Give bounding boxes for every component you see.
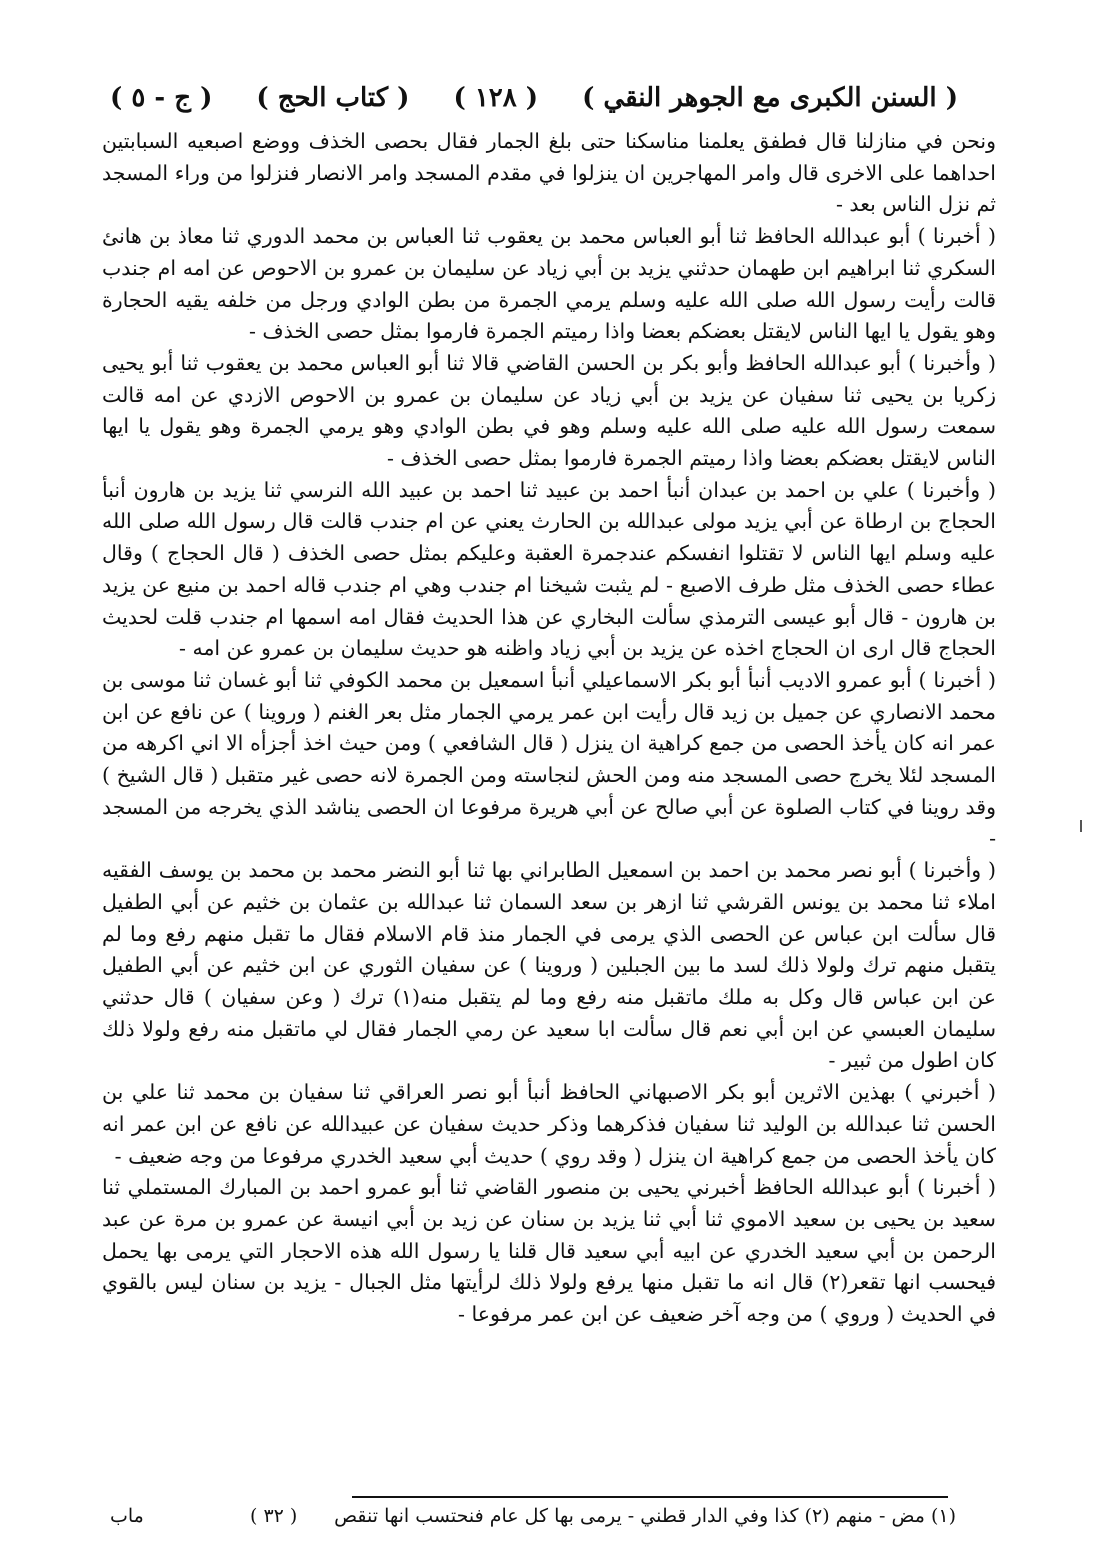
paragraph: ( أخبرنا ) أبو عبدالله الحافظ ثنا أبو العباس محمد بن يعقوب ثنا العباس بن محمد الدوري ثنا معاذ بن هانئ السكري ثنا ابراهيم ابن طهمان حدثني يزيد بن أبي زياد عن سليمان بن عمرو بن الاحوص عن امه ام جندب قالت رأيت رسول الله صلى الله عليه وسلم يرمي الجمرة من بطن الوادي ورجل من خلفه يقيه الحجارة وهو يقول يا ايها الناس لايقتل بعضكم بعضا واذا رميتم الجمرة فارموا بمثل حصى الخذف -: [102, 224, 996, 344]
footnote-divider: [352, 1496, 948, 1498]
paragraph: ( وأخبرنا ) أبو عبدالله الحافظ وأبو بكر بن الحسن القاضي قالا ثنا أبو العباس محمد بن يعقوب ثنا أبو يحيى زكريا بن يحيى ثنا سفيان عن يزيد بن أبي زياد عن سليمان بن عمرو بن الاحوص الازدي عن امه قالت سمعت رسول الله عليه صلى الله عليه وسلم وهو في بطن الوادي وهو يرمي الجمرة وهو يقول يا ايها الناس لايقتل بعضكم بعضا واذا رميتم الجمرة فارموا بمثل حصى الخذف -: [102, 350, 996, 471]
page-footer: [110, 1505, 956, 1535]
paragraph: ( وأخبرنا ) أبو نصر محمد بن احمد بن اسمعيل الطابراني بها ثنا أبو النضر محمد بن محمد بن يوسف الفقيه املاء ثنا محمد بن يونس القرشي ثنا ازهر بن سعد السمان ثنا عبدالله بن عثمان بن خثيم عن أبي الطفيل قال سألت ابن عباس عن الحصى الذي يرمى في الجمار منذ قام الاسلام فقال ما تقبل منهم رفع وما لم يتقبل منهم ترك ولولا ذلك لسد ما بين الجبلين ( وروينا ) عن سفيان الثوري عن ابن خثيم عن أبي الطفيل عن ابن عباس قال وكل به ملك ماتقبل منه رفع وما لم يتقبل منه(١) ترك ( وعن سفيان ) قال حدثني سليمان العبسي عن ابن أبي نعم قال سألت ابا سعيد عن رمي الجمار فقال لي ماتقبل منه رفع ولولا ذلك كان اطول من ثبير -: [102, 858, 996, 1073]
header-chapter: ( كتاب الحج ): [256, 83, 410, 113]
page-header: [110, 78, 958, 118]
header-volume: ( ج - ٥ ): [110, 83, 213, 113]
paragraph: ( أخبرني ) بهذين الاثرين أبو بكر الاصبهاني الحافظ أنبأ أبو نصر العراقي ثنا سفيان بن محمد ثنا علي بن الحسن ثنا عبدالله بن الوليد ثنا سفيان فذكرهما وذكر حديث سفيان عن عبيدالله عن نافع عن ابن عمر انه كان يأخذ الحصى من جمع كراهية ان ينزل ( وقد روي ) حديث أبي سعيد الخدري مرفوعا من وجه ضعيف -: [102, 1080, 996, 1168]
header-book-title: ( السنن الكبرى مع الجوهر النقي ): [582, 83, 958, 113]
footnote-text: (١) مض - منهم (٢) كذا وفي الدار قطني - يرمى بها كل عام فنحتسب انها تنقص: [334, 1505, 956, 1527]
sheet-number: ( ٣٢ ): [250, 1505, 298, 1527]
paragraph: ونحن في منازلنا قال فطفق يعلمنا مناسكنا حتى بلغ الجمار فقال بحصى الخذف ووضع اصبعيه السبابتين احداهما على الاخرى قال وامر المهاجرين ان ينزلوا في مقدم المسجد وامر الانصار فنزلوا من وراء المسجد ثم نزل الناس بعد -: [102, 129, 996, 217]
paragraph: ( أخبرنا ) أبو عبدالله الحافظ أخبرني يحيى بن منصور القاضي ثنا أبو عمرو احمد بن المبارك المستملي ثنا سعيد بن يحيى بن سعيد الاموي ثنا أبي ثنا يزيد بن سنان عن زيد بن أبي انيسة عن عمرو بن مرة عن عبد الرحمن بن أبي سعيد الخدري عن ابيه أبي سعيد قال قلنا يا رسول الله هذه الاحجار التي يرمى بها يحمل فيحسب انها تقعر(٢) قال انه ما تقبل منها يرفع ولولا ذلك لرأيتها مثل الجبال - يزيد بن سنان ليس بالقوي في الحديث ( وروي ) من وجه آخر ضعيف عن ابن عمر مرفوعا -: [102, 1175, 996, 1327]
margin-mark: [1080, 820, 1082, 832]
paragraph: ( وأخبرنا ) علي بن احمد بن عبدان أنبأ احمد بن عبيد ثنا احمد بن عبيد الله النرسي ثنا يزيد بن هارون أنبأ الحجاج بن ارطاة عن أبي يزيد مولى عبدالله بن الحارث يعني عن ام جندب قالت قال رسول الله صلى الله عليه وسلم ايها الناس لا تقتلوا انفسكم عندجمرة العقبة وعليكم بمثل حصى الخذف ( قال الحجاج ) وقال عطاء حصى الخذف مثل طرف الاصبع - لم يثبت شيخنا ام جندب وهي ام جندب قاله احمد بن منيع عن يزيد بن هارون - قال أبو عيسى الترمذي سألت البخاري عن هذا الحديث فقال امه اسمها ام جندب قلت لحديث الحجاج قال ارى ان الحجاج اخذه عن يزيد بن أبي زياد واظنه هو حديث سليمان بن عمرو عن امه -: [102, 477, 996, 661]
header-page-number: ( ١٢٨ ): [453, 83, 539, 113]
paragraph: ( أخبرنا ) أبو عمرو الاديب أنبأ أبو بكر الاسماعيلي أنبأ اسمعيل بن محمد الكوفي ثنا أبو غسان ثنا موسى بن محمد الانصاري عن جميل بن زيد قال رأيت ابن عمر يرمي الجمار مثل بعر الغنم ( وروينا ) عن نافع عن ابن عمر انه كان يأخذ الحصى من جمع كراهية ان ينزل ( قال الشافعي ) ومن حيث اخذ أجزأه الا اني اكرهه من المسجد لئلا يخرج حصى المسجد منه ومن الحش لنجاسته ومن الجمرة لانه حصى غير متقبل ( قال الشيخ ) وقد روينا في كتاب الصلوة عن أبي صالح عن أبي هريرة مرفوعا ان الحصى يناشد الذي يخرجه من المسجد -: [102, 667, 996, 851]
signature-mark: ماب: [110, 1505, 144, 1527]
main-text: [102, 126, 996, 1486]
